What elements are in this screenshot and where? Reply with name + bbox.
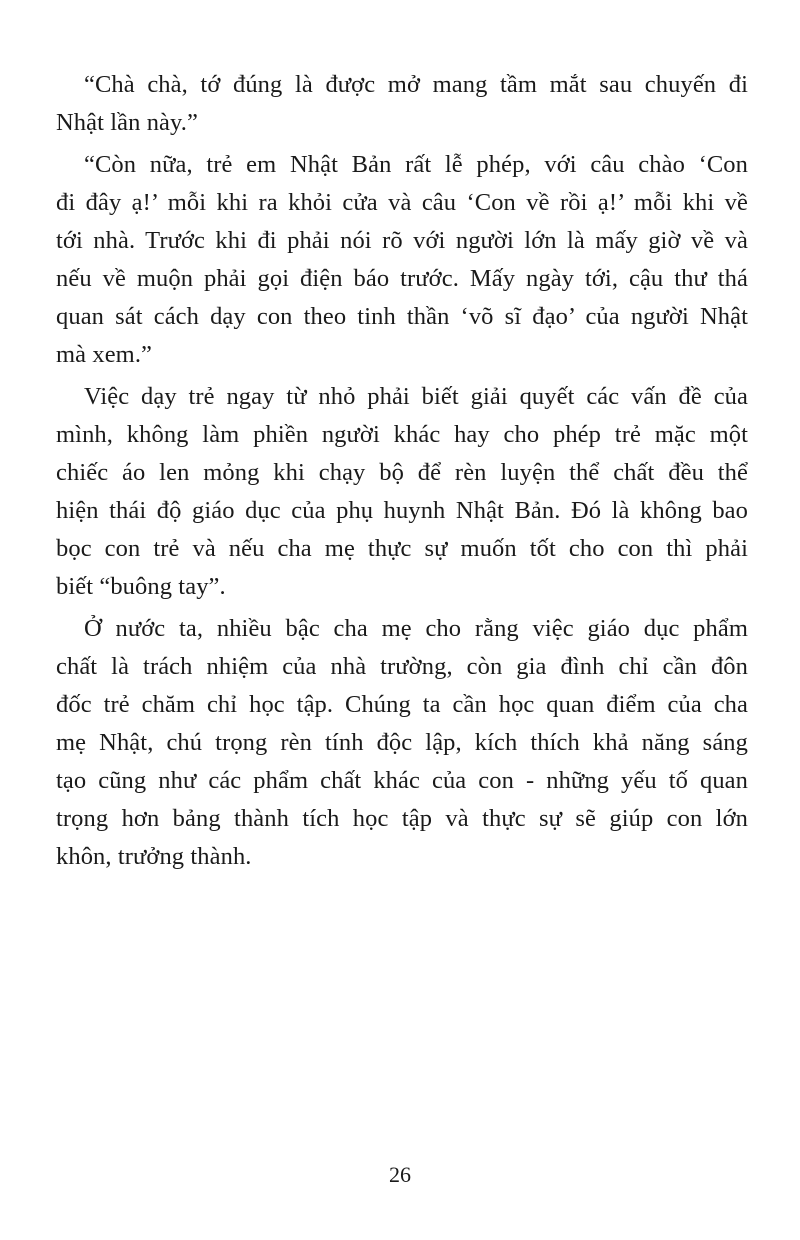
text-line: Ở nước ta, nhiều bậc cha mẹ cho rằng việc giáo dục phẩm — [84, 615, 748, 642]
paragraph — [56, 610, 748, 876]
text-line: Nhật lần này.” — [56, 109, 198, 136]
text-line: quan sát cách dạy con theo tinh thần ‘võ sĩ đạo’ của người Nhật — [56, 303, 748, 330]
paragraph — [56, 146, 748, 374]
body-text — [56, 66, 748, 876]
text-line: chiếc áo len mỏng khi chạy bộ để rèn luyện thể chất đều thể — [56, 459, 748, 486]
text-line: nếu về muộn phải gọi điện báo trước. Mấy ngày tới, cậu thư thá — [56, 265, 748, 292]
paragraph — [56, 378, 748, 606]
text-line: mẹ Nhật, chú trọng rèn tính độc lập, kích thích khả năng sáng — [56, 729, 748, 756]
text-line: mình, không làm phiền người khác hay cho phép trẻ mặc một — [56, 421, 748, 448]
text-line: chất là trách nhiệm của nhà trường, còn gia đình chỉ cần đôn — [56, 653, 748, 680]
text-line: đi đây ạ!’ mỗi khi ra khỏi cửa và câu ‘Con về rồi ạ!’ mỗi khi về — [56, 189, 748, 216]
text-line: hiện thái độ giáo dục của phụ huynh Nhật Bản. Đó là không bao — [56, 497, 748, 524]
text-line: biết “buông tay”. — [56, 573, 226, 600]
text-line: “Còn nữa, trẻ em Nhật Bản rất lễ phép, với câu chào ‘Con — [84, 151, 748, 178]
page-number: 26 — [389, 1162, 411, 1187]
text-line: trọng hơn bảng thành tích học tập và thực sự sẽ giúp con lớn — [56, 805, 748, 832]
paragraph — [56, 66, 748, 142]
text-line: mà xem.” — [56, 341, 153, 368]
text-line: tới nhà. Trước khi đi phải nói rõ với người lớn là mấy giờ về và — [56, 227, 748, 254]
text-line: Việc dạy trẻ ngay từ nhỏ phải biết giải quyết các vấn đề của — [84, 383, 748, 410]
text-line: bọc con trẻ và nếu cha mẹ thực sự muốn tốt cho con thì phải — [56, 535, 748, 562]
text-line: tạo cũng như các phẩm chất khác của con - những yếu tố quan — [56, 767, 748, 794]
text-line: khôn, trưởng thành. — [56, 843, 252, 870]
text-line: đốc trẻ chăm chỉ học tập. Chúng ta cần học quan điểm của cha — [56, 691, 748, 718]
text-line: “Chà chà, tớ đúng là được mở mang tầm mắt sau chuyến đi — [84, 71, 748, 98]
